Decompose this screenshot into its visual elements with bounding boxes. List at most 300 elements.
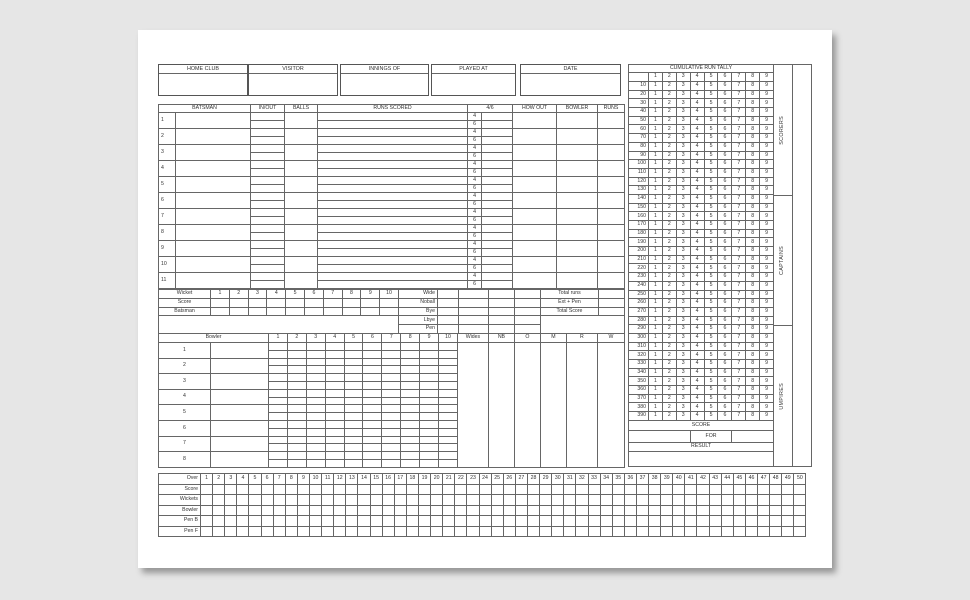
over-cell[interactable]: [306, 389, 325, 397]
over-cell[interactable]: [344, 444, 363, 452]
overs-cell[interactable]: [733, 526, 745, 537]
overs-cell[interactable]: [697, 495, 709, 506]
runs-cell[interactable]: [598, 145, 625, 161]
over-cell[interactable]: [420, 459, 439, 467]
overs-cell[interactable]: [758, 505, 770, 516]
inout-cell[interactable]: [251, 169, 285, 177]
overs-cell[interactable]: [201, 505, 213, 516]
how-out-cell[interactable]: [513, 241, 557, 257]
overs-cell[interactable]: [273, 526, 285, 537]
balls-cell[interactable]: [285, 257, 318, 273]
inout-cell[interactable]: [251, 177, 285, 185]
overs-cell[interactable]: [370, 484, 382, 495]
fow-cell[interactable]: [323, 298, 342, 307]
overs-cell[interactable]: [346, 505, 358, 516]
how-out-cell[interactable]: [513, 209, 557, 225]
overs-cell[interactable]: [297, 484, 309, 495]
over-cell[interactable]: [382, 381, 401, 389]
over-cell[interactable]: [420, 350, 439, 358]
over-cell[interactable]: [325, 459, 344, 467]
bowler-name-cell[interactable]: [211, 452, 269, 468]
overs-cell[interactable]: [685, 516, 697, 527]
overs-cell[interactable]: [418, 484, 430, 495]
batsman-name-cell[interactable]: [176, 257, 251, 273]
inout-cell[interactable]: [251, 185, 285, 193]
overs-cell[interactable]: [334, 516, 346, 527]
over-cell[interactable]: [382, 420, 401, 428]
overs-cell[interactable]: [721, 495, 733, 506]
over-cell[interactable]: [401, 389, 420, 397]
overs-cell[interactable]: [346, 484, 358, 495]
over-cell[interactable]: [306, 405, 325, 413]
overs-cell[interactable]: [540, 495, 552, 506]
overs-cell[interactable]: [576, 526, 588, 537]
extras-cell[interactable]: [488, 307, 514, 316]
overs-cell[interactable]: [370, 495, 382, 506]
overs-cell[interactable]: [322, 516, 334, 527]
bowler-cell[interactable]: [557, 161, 598, 177]
overs-cell[interactable]: [758, 526, 770, 537]
boundary-cell[interactable]: [482, 281, 513, 289]
over-cell[interactable]: [382, 374, 401, 382]
over-cell[interactable]: [420, 428, 439, 436]
batsman-name-cell[interactable]: [176, 225, 251, 241]
extras-cell[interactable]: [458, 316, 488, 325]
overs-cell[interactable]: [661, 484, 673, 495]
overs-cell[interactable]: [588, 495, 600, 506]
overs-cell[interactable]: [503, 505, 515, 516]
overs-cell[interactable]: [770, 516, 782, 527]
overs-cell[interactable]: [394, 516, 406, 527]
overs-cell[interactable]: [406, 526, 418, 537]
overs-cell[interactable]: [673, 484, 685, 495]
overs-cell[interactable]: [418, 505, 430, 516]
over-cell[interactable]: [420, 381, 439, 389]
overs-cell[interactable]: [636, 495, 648, 506]
overs-cell[interactable]: [503, 495, 515, 506]
over-cell[interactable]: [420, 343, 439, 351]
over-cell[interactable]: [382, 413, 401, 421]
over-cell[interactable]: [363, 366, 382, 374]
inout-cell[interactable]: [251, 113, 285, 121]
overs-cell[interactable]: [491, 516, 503, 527]
overs-cell[interactable]: [588, 484, 600, 495]
extras-cell[interactable]: [437, 307, 458, 316]
over-cell[interactable]: [269, 413, 288, 421]
runs-scored-cell[interactable]: [318, 129, 468, 137]
over-cell[interactable]: [344, 397, 363, 405]
runs-cell[interactable]: [598, 113, 625, 129]
overs-cell[interactable]: [358, 516, 370, 527]
over-cell[interactable]: [363, 428, 382, 436]
overs-cell[interactable]: [649, 495, 661, 506]
runs-scored-cell[interactable]: [318, 201, 468, 209]
overs-cell[interactable]: [770, 526, 782, 537]
fow-cell[interactable]: [286, 307, 305, 316]
overs-cell[interactable]: [649, 484, 661, 495]
overs-cell[interactable]: [382, 526, 394, 537]
overs-cell[interactable]: [334, 484, 346, 495]
runs-scored-cell[interactable]: [318, 161, 468, 169]
overs-cell[interactable]: [503, 484, 515, 495]
overs-cell[interactable]: [394, 526, 406, 537]
inout-cell[interactable]: [251, 201, 285, 209]
runs-cell[interactable]: [598, 161, 625, 177]
over-cell[interactable]: [382, 343, 401, 351]
overs-cell[interactable]: [382, 495, 394, 506]
how-out-cell[interactable]: [513, 177, 557, 193]
overs-cell[interactable]: [576, 505, 588, 516]
overs-cell[interactable]: [249, 495, 261, 506]
over-cell[interactable]: [325, 389, 344, 397]
overs-cell[interactable]: [491, 505, 503, 516]
balls-cell[interactable]: [285, 225, 318, 241]
over-cell[interactable]: [439, 459, 458, 467]
overs-cell[interactable]: [322, 505, 334, 516]
over-cell[interactable]: [325, 374, 344, 382]
overs-cell[interactable]: [467, 505, 479, 516]
overs-cell[interactable]: [418, 526, 430, 537]
extras-cell[interactable]: [514, 307, 540, 316]
overs-cell[interactable]: [745, 505, 757, 516]
fow-cell[interactable]: [380, 298, 399, 307]
inout-cell[interactable]: [251, 217, 285, 225]
over-cell[interactable]: [420, 413, 439, 421]
over-cell[interactable]: [363, 343, 382, 351]
over-cell[interactable]: [420, 358, 439, 366]
stat-cell[interactable]: [488, 343, 514, 468]
over-cell[interactable]: [306, 343, 325, 351]
over-cell[interactable]: [382, 397, 401, 405]
runs-cell[interactable]: [598, 177, 625, 193]
how-out-cell[interactable]: [513, 145, 557, 161]
over-cell[interactable]: [269, 420, 288, 428]
overs-cell[interactable]: [297, 526, 309, 537]
overs-cell[interactable]: [249, 484, 261, 495]
overs-cell[interactable]: [503, 526, 515, 537]
inout-cell[interactable]: [251, 257, 285, 265]
overs-cell[interactable]: [431, 505, 443, 516]
overs-cell[interactable]: [612, 505, 624, 516]
overs-cell[interactable]: [261, 526, 273, 537]
how-out-cell[interactable]: [513, 193, 557, 209]
boundary-cell[interactable]: [482, 185, 513, 193]
overs-cell[interactable]: [213, 516, 225, 527]
fow-cell[interactable]: [304, 298, 323, 307]
overs-cell[interactable]: [406, 516, 418, 527]
over-cell[interactable]: [306, 420, 325, 428]
overs-cell[interactable]: [576, 495, 588, 506]
overs-cell[interactable]: [721, 505, 733, 516]
overs-cell[interactable]: [418, 495, 430, 506]
over-cell[interactable]: [344, 413, 363, 421]
overs-cell[interactable]: [382, 516, 394, 527]
over-cell[interactable]: [287, 459, 306, 467]
how-out-cell[interactable]: [513, 257, 557, 273]
overs-cell[interactable]: [552, 505, 564, 516]
over-cell[interactable]: [306, 459, 325, 467]
over-cell[interactable]: [382, 436, 401, 444]
over-cell[interactable]: [439, 350, 458, 358]
overs-cell[interactable]: [697, 526, 709, 537]
over-cell[interactable]: [344, 436, 363, 444]
over-cell[interactable]: [401, 452, 420, 460]
overs-cell[interactable]: [612, 484, 624, 495]
officials-names-cell[interactable]: [793, 65, 812, 467]
balls-cell[interactable]: [285, 161, 318, 177]
overs-cell[interactable]: [297, 516, 309, 527]
overs-cell[interactable]: [322, 484, 334, 495]
boundary-cell[interactable]: [482, 217, 513, 225]
boundary-cell[interactable]: [482, 145, 513, 153]
over-cell[interactable]: [420, 374, 439, 382]
overs-cell[interactable]: [237, 505, 249, 516]
over-cell[interactable]: [344, 459, 363, 467]
fow-cell[interactable]: [286, 298, 305, 307]
runs-scored-cell[interactable]: [318, 249, 468, 257]
overs-cell[interactable]: [309, 484, 321, 495]
fow-cell[interactable]: [361, 298, 380, 307]
balls-cell[interactable]: [285, 193, 318, 209]
bowler-name-cell[interactable]: [211, 358, 269, 374]
over-cell[interactable]: [401, 428, 420, 436]
extras-cell[interactable]: [488, 316, 514, 325]
over-cell[interactable]: [269, 428, 288, 436]
over-cell[interactable]: [363, 374, 382, 382]
overs-cell[interactable]: [431, 495, 443, 506]
over-cell[interactable]: [401, 436, 420, 444]
overs-cell[interactable]: [358, 484, 370, 495]
over-cell[interactable]: [325, 420, 344, 428]
over-cell[interactable]: [325, 428, 344, 436]
over-cell[interactable]: [439, 374, 458, 382]
fow-cell[interactable]: [267, 298, 286, 307]
overs-cell[interactable]: [201, 495, 213, 506]
overs-cell[interactable]: [782, 484, 794, 495]
bowler-name-cell[interactable]: [211, 405, 269, 421]
over-cell[interactable]: [344, 358, 363, 366]
over-cell[interactable]: [306, 452, 325, 460]
overs-cell[interactable]: [213, 495, 225, 506]
fow-cell[interactable]: [342, 307, 361, 316]
runs-scored-cell[interactable]: [318, 217, 468, 225]
overs-cell[interactable]: [297, 495, 309, 506]
over-cell[interactable]: [382, 405, 401, 413]
overs-cell[interactable]: [661, 505, 673, 516]
over-cell[interactable]: [306, 397, 325, 405]
boundary-cell[interactable]: [482, 153, 513, 161]
overs-cell[interactable]: [624, 495, 636, 506]
over-cell[interactable]: [382, 358, 401, 366]
overs-cell[interactable]: [394, 484, 406, 495]
over-cell[interactable]: [306, 366, 325, 374]
over-cell[interactable]: [344, 366, 363, 374]
overs-cell[interactable]: [661, 495, 673, 506]
over-cell[interactable]: [287, 374, 306, 382]
overs-cell[interactable]: [479, 516, 491, 527]
overs-cell[interactable]: [297, 505, 309, 516]
overs-cell[interactable]: [649, 516, 661, 527]
inout-cell[interactable]: [251, 281, 285, 289]
over-cell[interactable]: [363, 358, 382, 366]
over-cell[interactable]: [344, 452, 363, 460]
batsman-name-cell[interactable]: [176, 129, 251, 145]
overs-cell[interactable]: [225, 526, 237, 537]
overs-cell[interactable]: [273, 484, 285, 495]
overs-cell[interactable]: [261, 495, 273, 506]
header-field-box[interactable]: [158, 64, 248, 96]
overs-cell[interactable]: [309, 495, 321, 506]
over-cell[interactable]: [269, 374, 288, 382]
runs-cell[interactable]: [598, 273, 625, 289]
inout-cell[interactable]: [251, 265, 285, 273]
over-cell[interactable]: [306, 374, 325, 382]
fow-cell[interactable]: [361, 307, 380, 316]
overs-cell[interactable]: [697, 516, 709, 527]
overs-cell[interactable]: [358, 526, 370, 537]
extras-cell[interactable]: [458, 290, 488, 299]
overs-cell[interactable]: [261, 505, 273, 516]
over-cell[interactable]: [287, 444, 306, 452]
overs-cell[interactable]: [564, 505, 576, 516]
overs-cell[interactable]: [455, 516, 467, 527]
bowler-cell[interactable]: [557, 257, 598, 273]
runs-scored-cell[interactable]: [318, 185, 468, 193]
overs-cell[interactable]: [261, 484, 273, 495]
overs-cell[interactable]: [285, 526, 297, 537]
overs-cell[interactable]: [794, 484, 806, 495]
overs-cell[interactable]: [201, 484, 213, 495]
overs-cell[interactable]: [285, 516, 297, 527]
score-right-cell[interactable]: [732, 430, 774, 442]
inout-cell[interactable]: [251, 241, 285, 249]
inout-cell[interactable]: [251, 233, 285, 241]
overs-cell[interactable]: [721, 526, 733, 537]
batsman-name-cell[interactable]: [176, 161, 251, 177]
over-cell[interactable]: [306, 381, 325, 389]
over-cell[interactable]: [420, 389, 439, 397]
over-cell[interactable]: [287, 343, 306, 351]
over-cell[interactable]: [269, 405, 288, 413]
over-cell[interactable]: [269, 436, 288, 444]
header-field-box[interactable]: [248, 64, 338, 96]
overs-cell[interactable]: [564, 526, 576, 537]
inout-cell[interactable]: [251, 273, 285, 281]
overs-cell[interactable]: [515, 516, 527, 527]
overs-cell[interactable]: [370, 516, 382, 527]
overs-cell[interactable]: [540, 505, 552, 516]
overs-cell[interactable]: [673, 516, 685, 527]
balls-cell[interactable]: [285, 129, 318, 145]
overs-cell[interactable]: [576, 516, 588, 527]
over-cell[interactable]: [325, 436, 344, 444]
overs-cell[interactable]: [285, 505, 297, 516]
overs-cell[interactable]: [285, 484, 297, 495]
fow-cell[interactable]: [229, 298, 248, 307]
over-cell[interactable]: [382, 350, 401, 358]
overs-cell[interactable]: [709, 526, 721, 537]
overs-cell[interactable]: [733, 495, 745, 506]
overs-cell[interactable]: [467, 526, 479, 537]
fow-cell[interactable]: [248, 298, 267, 307]
over-cell[interactable]: [401, 366, 420, 374]
over-cell[interactable]: [344, 389, 363, 397]
inout-cell[interactable]: [251, 249, 285, 257]
overs-cell[interactable]: [612, 495, 624, 506]
overs-cell[interactable]: [745, 526, 757, 537]
extras-cell[interactable]: [437, 298, 458, 307]
bowler-name-cell[interactable]: [211, 389, 269, 405]
over-cell[interactable]: [363, 389, 382, 397]
overs-cell[interactable]: [443, 526, 455, 537]
runs-cell[interactable]: [598, 129, 625, 145]
over-cell[interactable]: [439, 436, 458, 444]
overs-cell[interactable]: [491, 495, 503, 506]
over-cell[interactable]: [306, 350, 325, 358]
overs-cell[interactable]: [552, 516, 564, 527]
extras-cell[interactable]: [458, 298, 488, 307]
over-cell[interactable]: [287, 413, 306, 421]
over-cell[interactable]: [344, 350, 363, 358]
how-out-cell[interactable]: [513, 129, 557, 145]
overs-cell[interactable]: [745, 516, 757, 527]
overs-cell[interactable]: [213, 505, 225, 516]
fow-cell[interactable]: [211, 307, 230, 316]
overs-cell[interactable]: [370, 526, 382, 537]
fow-cell[interactable]: [267, 307, 286, 316]
overs-cell[interactable]: [552, 495, 564, 506]
batsman-name-cell[interactable]: [176, 209, 251, 225]
over-cell[interactable]: [439, 428, 458, 436]
boundary-cell[interactable]: [482, 273, 513, 281]
overs-cell[interactable]: [673, 495, 685, 506]
boundary-cell[interactable]: [482, 177, 513, 185]
over-cell[interactable]: [439, 397, 458, 405]
over-cell[interactable]: [325, 381, 344, 389]
header-field-box[interactable]: [340, 64, 429, 96]
over-cell[interactable]: [420, 405, 439, 413]
bowler-cell[interactable]: [557, 145, 598, 161]
overs-cell[interactable]: [249, 516, 261, 527]
overs-cell[interactable]: [515, 505, 527, 516]
overs-cell[interactable]: [285, 495, 297, 506]
over-cell[interactable]: [325, 405, 344, 413]
totals-blank-cell[interactable]: [540, 316, 624, 334]
overs-cell[interactable]: [370, 505, 382, 516]
runs-scored-cell[interactable]: [318, 153, 468, 161]
overs-cell[interactable]: [443, 516, 455, 527]
total-value-cell[interactable]: [598, 298, 624, 307]
overs-cell[interactable]: [527, 484, 539, 495]
overs-cell[interactable]: [334, 526, 346, 537]
overs-cell[interactable]: [261, 516, 273, 527]
over-cell[interactable]: [439, 444, 458, 452]
fow-cell[interactable]: [229, 307, 248, 316]
runs-scored-cell[interactable]: [318, 265, 468, 273]
extras-cell[interactable]: [514, 316, 540, 325]
bowler-cell[interactable]: [557, 273, 598, 289]
overs-cell[interactable]: [249, 526, 261, 537]
overs-cell[interactable]: [394, 505, 406, 516]
overs-cell[interactable]: [794, 526, 806, 537]
extras-cell[interactable]: [488, 298, 514, 307]
over-cell[interactable]: [363, 381, 382, 389]
overs-cell[interactable]: [600, 516, 612, 527]
overs-cell[interactable]: [661, 526, 673, 537]
over-cell[interactable]: [325, 350, 344, 358]
overs-cell[interactable]: [273, 516, 285, 527]
over-cell[interactable]: [287, 381, 306, 389]
